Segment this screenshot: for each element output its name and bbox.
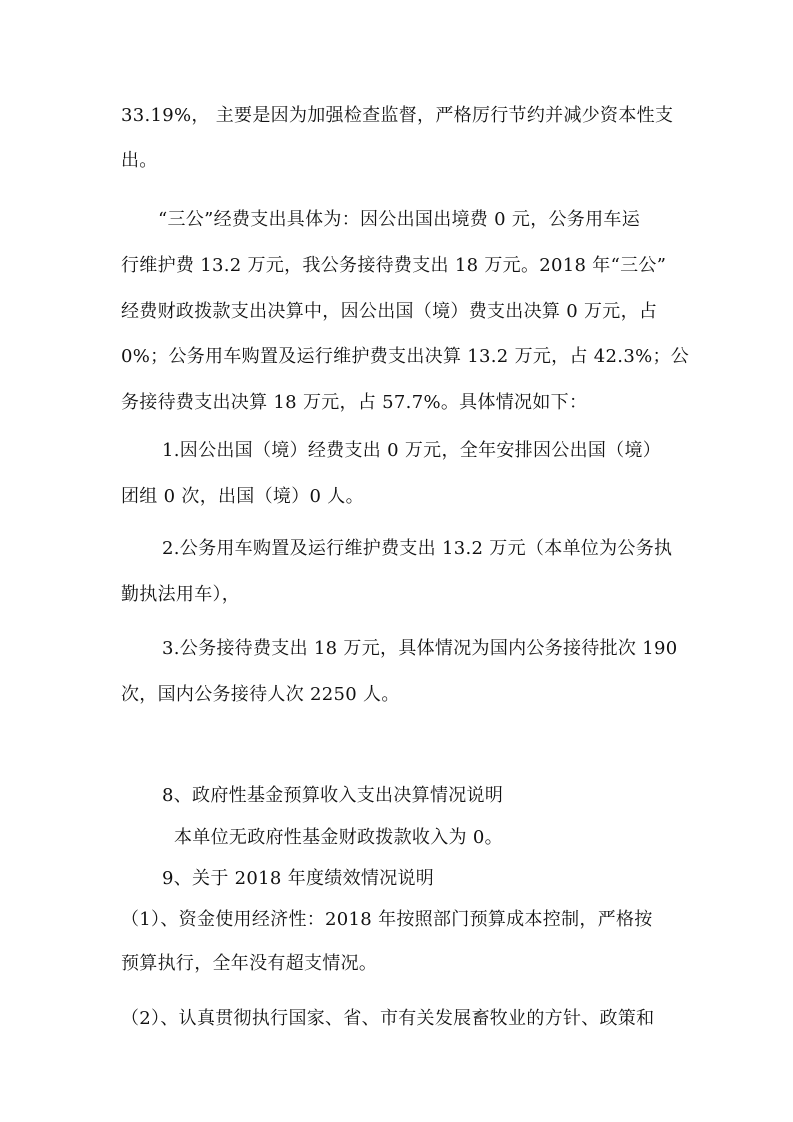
text-line: 行维护费 13.2 万元，我公务接待费支出 18 万元。2018 年“三公” — [121, 255, 667, 276]
text-line: “三公”经费支出具体为：因公出国出境费 0 元，公务用车运 — [158, 209, 640, 230]
text-line: 本单位无政府性基金财政拨款收入为 0。 — [174, 827, 503, 848]
text-line: 勤执法用车）， — [121, 584, 241, 605]
text-line: 3.公务接待费支出 18 万元，具体情况为国内公务接待批次 190 — [162, 638, 678, 659]
text-line: （1）、资金使用经济性：2018 年按照部门预算成本控制，严格按 — [121, 909, 653, 930]
text-line: 预算执行，全年没有超支情况。 — [121, 953, 378, 974]
text-line: 团组 0 次，出国（境）0 人。 — [121, 486, 364, 507]
text-line: 经费财政拨款支出决算中，因公出国（境）费支出决算 0 万元，占 — [121, 301, 658, 322]
text-line: 次，国内公务接待人次 2250 人。 — [121, 684, 400, 705]
text-line: 2.公务用车购置及运行维护费支出 13.2 万元（本单位为公务执 — [162, 538, 673, 559]
text-line: 务接待费支出决算 18 万元，占 57.7%。具体情况如下： — [121, 392, 588, 413]
text-line: 0%；公务用车购置及运行维护费支出决算 13.2 万元，占 42.3%；公 — [121, 346, 690, 367]
text-line: 33.19%， 主要是因为加强检查监督，严格厉行节约并减少资本性支 — [121, 105, 674, 126]
section-heading: 8、政府性基金预算收入支出决算情况说明 — [162, 785, 504, 806]
section-heading: 9、关于 2018 年度绩效情况说明 — [162, 868, 435, 889]
text-line: 出。 — [121, 150, 158, 171]
text-line: （2）、认真贯彻执行国家、省、市有关发展畜牧业的方针、政策和 — [121, 1008, 655, 1029]
text-line: 1.因公出国（境）经费支出 0 万元，全年安排因公出国（境） — [162, 440, 662, 461]
